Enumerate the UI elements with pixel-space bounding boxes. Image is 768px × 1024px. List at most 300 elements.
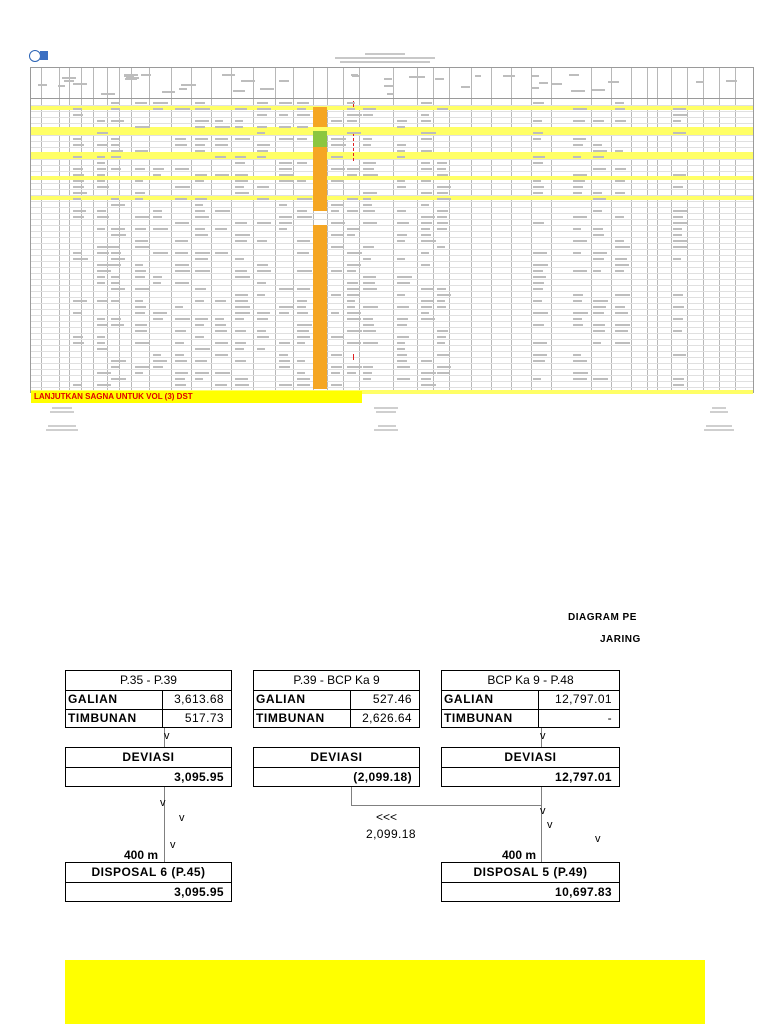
cell-value-mark <box>195 144 205 146</box>
grid-row-line <box>31 219 753 220</box>
cell-value-mark <box>195 270 210 272</box>
cell-value-mark <box>297 306 306 308</box>
cell-value-mark <box>195 372 209 374</box>
cell-value-mark <box>593 150 607 152</box>
header-label-mark <box>384 78 392 80</box>
cell-value-mark <box>195 336 204 338</box>
grid-column-line <box>327 68 328 98</box>
cell-value-mark <box>397 258 405 260</box>
grid-column-line <box>591 99 592 392</box>
cell-value-mark <box>593 210 602 212</box>
cell-value-mark <box>421 180 431 182</box>
cell-value-mark <box>297 252 309 254</box>
cell-value-mark <box>533 288 543 290</box>
grid-column-line <box>657 68 658 98</box>
cell-value-mark <box>397 336 409 338</box>
cell-value-mark <box>215 342 228 344</box>
cell-value-mark <box>363 306 378 308</box>
grid-column-line <box>131 68 132 98</box>
grid-row-line <box>31 183 753 184</box>
segment-box-2 <box>253 670 420 728</box>
cell-value-mark <box>235 192 249 194</box>
cell-value-mark <box>279 384 292 386</box>
cell-value-mark <box>111 108 120 110</box>
signature-left-title <box>50 411 74 413</box>
cell-value-mark <box>215 354 228 356</box>
cell-value-mark <box>533 282 544 284</box>
cell-value-mark <box>215 120 223 122</box>
cell-value-mark <box>363 288 377 290</box>
cell-value-mark <box>111 234 126 236</box>
cell-value-mark <box>73 186 84 188</box>
disposal-value: 10,697.83 <box>555 885 612 899</box>
cell-value-mark <box>135 168 145 170</box>
cell-value-mark <box>153 210 162 212</box>
grid-row-line <box>31 357 753 358</box>
grid-row-line <box>31 387 753 388</box>
cell-value-mark <box>673 174 686 176</box>
cell-value-mark <box>347 282 358 284</box>
cell-value-mark <box>297 114 310 116</box>
cell-value-mark <box>279 342 290 344</box>
volume-spreadsheet <box>30 67 754 393</box>
cell-value-mark <box>363 258 371 260</box>
grid-column-line <box>93 99 94 392</box>
cell-value-mark <box>397 126 405 128</box>
grid-column-line <box>343 68 344 98</box>
cell-value-mark <box>97 162 105 164</box>
grid-column-line <box>531 68 532 98</box>
cell-value-mark <box>533 180 541 182</box>
galian-value: 3,613.68 <box>174 692 224 706</box>
cell-value-mark <box>175 186 190 188</box>
cell-value-mark <box>297 108 306 110</box>
deviasi-box-2 <box>253 747 420 787</box>
cell-value-mark <box>215 144 228 146</box>
disposal-value: 3,095.95 <box>174 885 224 899</box>
cell-value-mark <box>673 240 688 242</box>
cell-value-mark <box>615 168 626 170</box>
cell-value-mark <box>421 252 429 254</box>
grid-row-line <box>31 189 753 190</box>
cell-value-mark <box>397 156 405 158</box>
cell-value-mark <box>421 102 432 104</box>
cell-value-mark <box>533 360 545 362</box>
cell-value-mark <box>533 264 548 266</box>
grid-column-line <box>631 68 632 98</box>
header-label-mark <box>475 75 481 77</box>
grid-column-line <box>41 68 42 98</box>
cell-value-mark <box>135 240 148 242</box>
cell-value-mark <box>153 354 161 356</box>
grid-row-line <box>31 213 753 214</box>
cell-value-mark <box>257 186 269 188</box>
cell-value-mark <box>279 162 292 164</box>
grid-row-line <box>31 165 753 166</box>
cell-value-mark <box>363 138 372 140</box>
timbunan-value: 2,626.64 <box>362 711 412 725</box>
cell-value-mark <box>421 372 436 374</box>
cell-value-mark <box>279 366 290 368</box>
cell-value-mark <box>235 384 249 386</box>
cell-value-mark <box>533 120 542 122</box>
cell-value-mark <box>175 384 186 386</box>
cell-value-mark <box>593 228 603 230</box>
cell-value-mark <box>135 150 148 152</box>
cell-value-mark <box>297 330 309 332</box>
cell-value-mark <box>195 174 207 176</box>
cell-value-mark <box>673 114 687 116</box>
cell-value-mark <box>215 126 230 128</box>
header-label-mark <box>179 88 187 90</box>
cell-value-mark <box>73 144 84 146</box>
flow-mark: v <box>179 812 185 824</box>
grid-row-line <box>31 279 753 280</box>
deviasi-label: DEVIASI <box>66 748 231 768</box>
cell-value-mark <box>111 282 119 284</box>
flow-mark: v <box>540 730 546 742</box>
timbunan-label: TIMBUNAN <box>444 711 513 725</box>
cell-value-mark <box>279 360 290 362</box>
cell-value-mark <box>111 378 126 380</box>
cell-value-mark <box>97 384 111 386</box>
cell-value-mark <box>175 318 190 320</box>
grid-row-line <box>31 261 753 262</box>
cell-value-mark <box>279 138 293 140</box>
cell-value-mark <box>421 216 435 218</box>
green-volume-cell <box>313 131 327 147</box>
cell-value-mark <box>573 138 586 140</box>
cell-value-mark <box>331 222 345 224</box>
grid-row-line <box>31 159 753 160</box>
header-label-mark <box>101 93 115 95</box>
cell-value-mark <box>235 120 243 122</box>
deviasi-label: DEVIASI <box>442 748 619 768</box>
cell-value-mark <box>97 168 106 170</box>
cell-value-mark <box>593 168 606 170</box>
connector-transfer-horizontal <box>351 805 541 806</box>
cell-value-mark <box>257 294 265 296</box>
cell-value-mark <box>421 384 436 386</box>
header-label-mark <box>461 86 470 88</box>
cell-value-mark <box>195 258 208 260</box>
cell-value-mark <box>363 222 377 224</box>
header-label-mark <box>571 90 585 92</box>
cell-value-mark <box>421 300 433 302</box>
cell-value-mark <box>297 216 312 218</box>
cell-value-mark <box>257 318 268 320</box>
grid-column-line <box>719 68 720 98</box>
cell-value-mark <box>533 156 545 158</box>
cell-value-mark <box>331 312 339 314</box>
cell-value-mark <box>73 192 87 194</box>
cell-value-mark <box>215 300 226 302</box>
grid-column-line <box>449 68 450 98</box>
deviasi-value: (2,099.18) <box>353 770 412 784</box>
cell-value-mark <box>111 150 123 152</box>
signature-left-id <box>46 429 78 431</box>
cell-value-mark <box>573 372 588 374</box>
transfer-arrow: <<< <box>376 810 398 824</box>
header-label-mark <box>532 75 539 77</box>
cell-value-mark <box>97 270 111 272</box>
header-label-mark <box>726 80 737 82</box>
cell-value-mark <box>573 294 583 296</box>
company-logo <box>29 50 49 64</box>
cell-value-mark <box>533 378 541 380</box>
cell-value-mark <box>363 378 371 380</box>
cell-value-mark <box>397 306 409 308</box>
cell-value-mark <box>135 180 143 182</box>
cell-value-mark <box>235 360 246 362</box>
cell-value-mark <box>421 240 436 242</box>
cell-value-mark <box>615 342 630 344</box>
cell-value-mark <box>573 252 581 254</box>
cell-value-mark <box>673 318 683 320</box>
grid-column-line <box>511 99 512 392</box>
cell-value-mark <box>73 216 84 218</box>
cell-value-mark <box>111 324 124 326</box>
cell-value-mark <box>235 258 244 260</box>
grid-column-line <box>253 99 254 392</box>
cell-value-mark <box>279 174 294 176</box>
cell-value-mark <box>397 144 406 146</box>
cell-value-mark <box>297 336 310 338</box>
cell-value-mark <box>235 126 243 128</box>
header-label-mark <box>279 80 289 82</box>
grid-column-line <box>671 68 672 98</box>
cell-value-mark <box>235 108 247 110</box>
spreadsheet-header <box>31 68 753 99</box>
grid-column-line <box>171 99 172 392</box>
grid-row-line <box>31 111 753 112</box>
cell-value-mark <box>135 192 145 194</box>
flow-mark: v <box>595 833 601 845</box>
cell-value-mark <box>593 252 607 254</box>
cell-value-mark <box>397 150 405 152</box>
grid-column-line <box>149 68 150 98</box>
cell-value-mark <box>175 138 186 140</box>
cell-value-mark <box>397 180 405 182</box>
cell-value-mark <box>437 174 448 176</box>
grid-column-line <box>511 68 512 98</box>
header-label-mark <box>260 88 274 90</box>
header-label-mark <box>531 87 539 89</box>
cell-value-mark <box>347 312 361 314</box>
grid-column-line <box>313 68 314 98</box>
cell-value-mark <box>279 312 289 314</box>
disposal-box-6 <box>65 862 232 902</box>
segment-name: BCP Ka 9 - P.48 <box>442 671 619 691</box>
cell-value-mark <box>533 252 547 254</box>
grid-row-line <box>31 117 753 118</box>
cell-value-mark <box>97 216 109 218</box>
grid-row-line <box>31 123 753 124</box>
header-label-mark <box>181 84 196 86</box>
galian-row <box>254 690 419 710</box>
cell-value-mark <box>573 240 587 242</box>
cell-value-mark <box>397 348 405 350</box>
grid-row-line <box>31 381 753 382</box>
grid-row-line <box>31 147 753 148</box>
cell-value-mark <box>331 270 342 272</box>
transfer-value: 2,099.18 <box>366 827 416 841</box>
cell-value-mark <box>195 180 204 182</box>
cell-value-mark <box>111 318 121 320</box>
grid-row-line <box>31 201 753 202</box>
header-label-mark <box>435 78 444 80</box>
cell-value-mark <box>347 198 358 200</box>
cell-value-mark <box>397 282 410 284</box>
grid-column-line <box>149 99 150 392</box>
grid-column-line <box>293 68 294 98</box>
cell-value-mark <box>279 168 292 170</box>
cell-value-mark <box>347 168 359 170</box>
grid-column-line <box>735 99 736 392</box>
cell-value-mark <box>573 354 581 356</box>
cell-value-mark <box>397 360 407 362</box>
cell-value-mark <box>533 270 543 272</box>
cell-value-mark <box>97 144 108 146</box>
cell-value-mark <box>73 180 84 182</box>
cell-value-mark <box>573 186 583 188</box>
cell-value-mark <box>533 276 546 278</box>
header-label-mark <box>233 90 245 92</box>
cell-value-mark <box>397 354 407 356</box>
cell-value-mark <box>437 366 451 368</box>
cell-value-mark <box>235 318 244 320</box>
cell-value-mark <box>331 210 339 212</box>
cell-value-mark <box>397 378 410 380</box>
cell-value-mark <box>437 222 448 224</box>
header-label-mark <box>125 78 137 80</box>
cell-value-mark <box>331 384 342 386</box>
cell-value-mark <box>573 180 585 182</box>
cell-value-mark <box>437 246 445 248</box>
cell-value-mark <box>397 366 410 368</box>
grid-column-line <box>119 99 120 392</box>
cell-value-mark <box>347 210 358 212</box>
cell-value-mark <box>235 330 246 332</box>
cell-value-mark <box>347 102 355 104</box>
grid-column-line <box>647 68 648 98</box>
cell-value-mark <box>215 384 227 386</box>
cell-value-mark <box>533 324 544 326</box>
cell-value-mark <box>97 132 108 134</box>
grid-column-line <box>93 68 94 98</box>
flow-mark: v <box>164 730 170 742</box>
grid-column-line <box>69 68 70 98</box>
disposal-name: DISPOSAL 6 (P.45) <box>66 863 231 883</box>
cell-value-mark <box>175 108 190 110</box>
cell-value-mark <box>437 342 445 344</box>
cell-value-mark <box>111 204 125 206</box>
cell-value-mark <box>573 156 581 158</box>
cell-value-mark <box>175 282 189 284</box>
cell-value-mark <box>195 102 205 104</box>
cell-value-mark <box>573 174 587 176</box>
flow-mark: v <box>170 839 176 851</box>
grid-column-line <box>531 99 532 392</box>
orange-volume-column <box>313 107 327 127</box>
cell-value-mark <box>421 150 432 152</box>
cell-value-mark <box>195 108 210 110</box>
grid-column-line <box>735 68 736 98</box>
cell-value-mark <box>593 120 604 122</box>
cell-value-mark <box>257 348 265 350</box>
highlight-row <box>31 155 753 159</box>
cell-value-mark <box>363 318 373 320</box>
cell-value-mark <box>175 354 184 356</box>
grid-column-line <box>703 99 704 392</box>
grid-row-line <box>31 363 753 364</box>
galian-value: 12,797.01 <box>555 692 612 706</box>
grid-column-line <box>231 99 232 392</box>
cell-value-mark <box>331 234 343 236</box>
grid-column-line <box>671 99 672 392</box>
cell-value-mark <box>363 366 373 368</box>
cell-value-mark <box>195 252 210 254</box>
cell-value-mark <box>615 306 625 308</box>
cell-value-mark <box>257 150 268 152</box>
cell-value-mark <box>135 102 147 104</box>
cell-value-mark <box>573 318 582 320</box>
cell-value-mark <box>347 270 356 272</box>
cell-value-mark <box>257 108 271 110</box>
cell-value-mark <box>279 222 292 224</box>
deviasi-box-1 <box>65 747 232 787</box>
cell-value-mark <box>421 360 432 362</box>
cell-value-mark <box>363 168 374 170</box>
cell-value-mark <box>297 198 312 200</box>
cell-value-mark <box>533 342 547 344</box>
grid-column-line <box>719 99 720 392</box>
cell-value-mark <box>195 204 203 206</box>
grid-row-line <box>31 255 753 256</box>
cell-value-mark <box>331 366 342 368</box>
cell-value-mark <box>673 378 684 380</box>
cell-value-mark <box>235 162 245 164</box>
timbunan-row <box>66 709 231 728</box>
grid-row-line <box>31 339 753 340</box>
cell-value-mark <box>363 372 372 374</box>
grid-row-line <box>31 375 753 376</box>
cell-value-mark <box>437 294 451 296</box>
signature-middle-name <box>378 425 396 427</box>
cell-value-mark <box>135 246 149 248</box>
header-label-mark <box>696 81 704 83</box>
cell-value-mark <box>97 324 107 326</box>
grid-row-line <box>31 237 753 238</box>
cell-value-mark <box>673 108 686 110</box>
galian-label: GALIAN <box>68 692 118 706</box>
signature-right <box>712 407 726 409</box>
cell-value-mark <box>297 126 308 128</box>
cell-value-mark <box>73 300 87 302</box>
cell-value-mark <box>73 138 82 140</box>
cell-value-mark <box>673 306 684 308</box>
cell-value-mark <box>257 144 270 146</box>
cell-value-mark <box>437 192 448 194</box>
cell-value-mark <box>111 264 121 266</box>
cell-value-mark <box>73 336 83 338</box>
cell-value-mark <box>363 144 371 146</box>
cell-value-mark <box>397 240 405 242</box>
grid-row-line <box>31 351 753 352</box>
cell-value-mark <box>111 228 125 230</box>
grid-column-line <box>449 99 450 392</box>
grid-column-line <box>191 99 192 392</box>
